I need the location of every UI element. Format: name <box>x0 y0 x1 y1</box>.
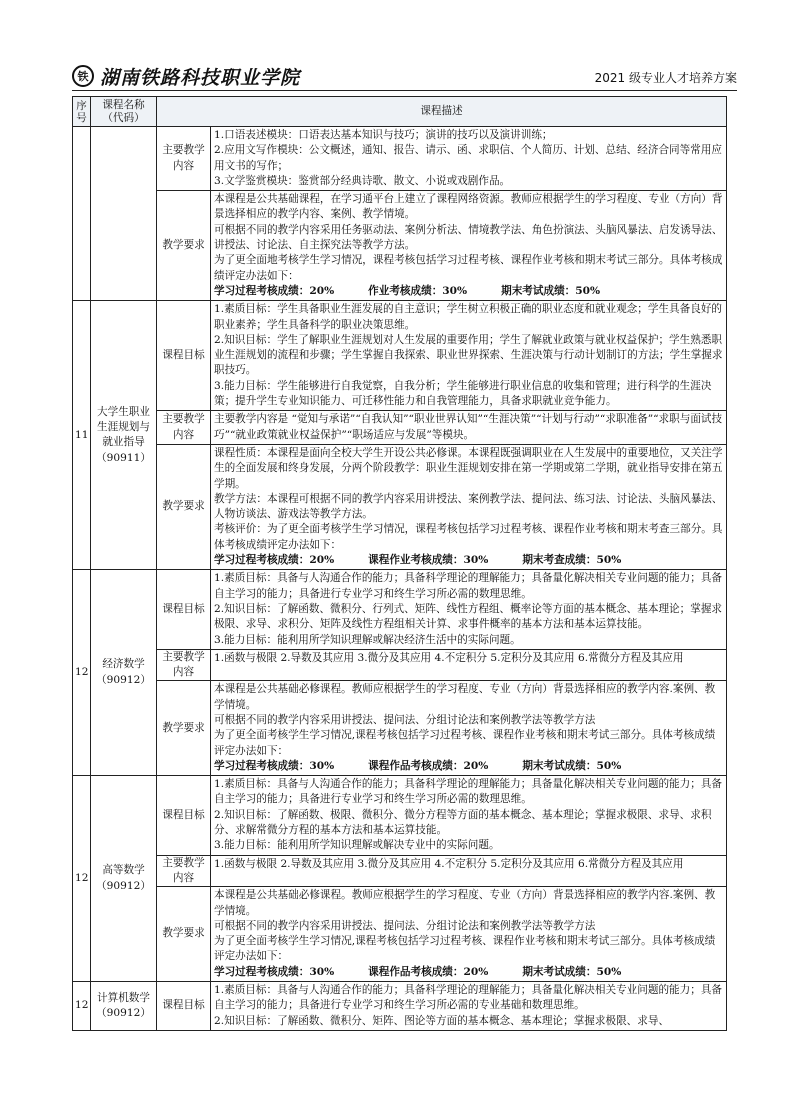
row-no-cell: 12 <box>73 776 91 982</box>
row-label: 教学要求 <box>157 681 211 776</box>
row-requirement: 本课程是公共基础必修课程。教师应根据学生的学习程度、专业（方向）背景选择相应的教学内容.案例、教学情境。 可根据不同的教学内容采用讲授法、提问法、分组讨论法和案例教学法等教学方法 为了更全面考核学生学习情况,课程考核包括学习过程考核、课程作业考核和期末考试三部分。具体考核成绩评定办法如下： 学习过程考核成绩：30% 课程作品考核成绩：20% 期末考试成绩：50% <box>211 681 727 776</box>
row-label: 教学要求 <box>157 191 211 301</box>
table-row <box>73 776 727 855</box>
row-requirement: 本课程是公共基础必修课程。教师应根据学生的学习程度、专业（方向）背景选择相应的教学内容.案例、教学情境。 可根据不同的教学内容采用讲授法、提问法、分组讨论法和案例教学法等教学方法 为了更全面考核学生学习情况,课程考核包括学习过程考核、课程作业考核和期末考试三部分。具体考核成绩评定办法如下： 学习过程考核成绩：30% 课程作品考核成绩：20% 期末考试成绩：50% <box>211 887 727 982</box>
row-label: 主要教学内容 <box>157 411 211 445</box>
row-label: 课程目标 <box>157 301 211 411</box>
table-row <box>73 570 727 649</box>
table-row <box>73 982 727 1031</box>
table-row <box>73 411 727 445</box>
table-row <box>73 444 727 569</box>
row-no-cell: 12 <box>73 982 91 1031</box>
score-line: 学习过程考核成绩：20% 作业考核成绩：30% 期末考试成绩：50% <box>214 284 601 297</box>
table-row <box>73 855 727 887</box>
table-row <box>73 301 727 411</box>
course-table <box>72 96 727 1031</box>
row-label: 教学要求 <box>157 444 211 569</box>
row-label: 课程目标 <box>157 776 211 855</box>
table-row <box>73 887 727 982</box>
col-header-no: 序号 <box>73 97 91 127</box>
score-line: 学习过程考核成绩：20% 课程作业考核成绩：30% 期末考查成绩：50% <box>214 554 622 567</box>
col-header-name: 课程名称（代码） <box>91 97 157 127</box>
row-content: 1.函数与极限 2.导数及其应用 3.微分及其应用 4.不定积分 5.定积分及其应用 6.常微分方程及其应用 <box>211 649 727 681</box>
row-no-cell: 12 <box>73 570 91 776</box>
table-row <box>73 127 727 191</box>
row-label: 课程目标 <box>157 982 211 1031</box>
school-emblem-icon: 铁 <box>72 65 94 87</box>
school-logo <box>72 64 300 88</box>
row-goal: 1.素质目标：具备与人沟通合作的能力；具备科学理论的理解能力；具备量化解决相关专业问题的能力；具备自主学习的能力；具备进行专业学习和终生学习所必需的数理思维。 2.知识目标：了解函数、极限、微积分、微分方程等方面的基本概念、基本理论；掌握求极限、求导、求积分、求解常微分方程的基本方法和基本运算技能。 3.能力目标：能利用所学知识理解或解决专业中的实际问题。 <box>211 776 727 855</box>
row-label: 主要教学内容 <box>157 127 211 191</box>
row-goal: 1.素质目标：具备与人沟通合作的能力；具备科学理论的理解能力；具备量化解决相关专业问题的能力；具备自主学习的能力；具备进行专业学习和终生学习所必需的专业基础和数理思维。 2.知识目标：了解函数、微积分、矩阵、图论等方面的基本概念、基本理论；掌握求极限、求导、 <box>211 982 727 1031</box>
table-row <box>73 191 727 301</box>
col-header-desc: 课程描述 <box>157 97 727 127</box>
row-content: 主要教学内容是 “觉知与承诺”“自我认知”“职业世界认知”“生涯决策”“计划与行动”“求职准备”“求职与面试技巧”“就业政策就业权益保护”“职场适应与发展”等模块。 <box>211 411 727 445</box>
score-line: 学习过程考核成绩：30% 课程作品考核成绩：20% 期末考试成绩：50% <box>214 759 622 772</box>
row-content: 1.函数与极限 2.导数及其应用 3.微分及其应用 4.不定积分 5.定积分及其应用 6.常微分方程及其应用 <box>211 855 727 887</box>
school-name-calligraphy: 湖南铁路科技职业学院 <box>100 66 301 89</box>
table-row <box>73 649 727 681</box>
row-goal: 1.素质目标：学生具备职业生涯发展的自主意识；学生树立积极正确的职业态度和就业观念；学生具备良好的职业素养；学生具备科学的职业决策思维。 2.知识目标：学生了解职业生涯规划对人生发展的重要作用；学生了解就业政策与就业权益保护；学生熟悉职业生涯规划的流程和步骤；学生掌握自我探索、职业世界探索、生涯决策与行动计划制订的方法；学生掌握求职技巧。 3.能力目标：学生能够进行自我觉察，自我分析；学生能够进行职业信息的收集和管理；进行科学的生涯决策；提升学生专业知识能力、可迁移性能力和自我管理能力，具备求职就业竞争能力。 <box>211 301 727 411</box>
document-title: 2021 级专业人才培养方案 <box>594 71 737 85</box>
row-label: 主要教学内容 <box>157 649 211 681</box>
page-header <box>72 64 737 91</box>
row-label: 教学要求 <box>157 887 211 982</box>
row-name-cell <box>91 127 157 301</box>
course-name-cell: 经济数学（90912） <box>91 570 157 776</box>
row-requirement: 课程性质：本课程是面向全校大学生开设公共必修课。本课程既强调职业在人生发展中的重要地位，又关注学生的全面发展和终身发展，分两个阶段教学：职业生涯规划安排在第一学期或第二学期，就业指导安排在第五学期。 教学方法：本课程可根据不同的教学内容采用讲授法、案例教学法、提问法、练习法、讨论法、头脑风暴法、人物访谈法、游戏法等教学方法。 考核评价：为了更全面考核学生学习情况，课程考核包括学习过程考核、课程作业考核和期末考查三部分。具体考核成绩评定办法如下： 学习过程考核成绩：20% 课程作业考核成绩：30% 期末考查成绩：50% <box>211 444 727 569</box>
row-goal: 1.素质目标：具备与人沟通合作的能力；具备科学理论的理解能力；具备量化解决相关专业问题的能力；具备自主学习的能力；具备进行专业学习和终生学习所必需的数理思维。 2.知识目标：了解函数、微积分、行列式、矩阵、线性方程组、概率论等方面的基本概念、基本理论；掌握求极限、求导、求积分、矩阵及线性方程组相关计算、求事件概率的基本方法和基本运算技能。 3.能力目标：能利用所学知识理解或解决经济生活中的实际问题。 <box>211 570 727 649</box>
row-requirement: 本课程是公共基础课程，在学习通平台上建立了课程网络资源。教师应根据学生的学习程度、专业（方向）背景选择相应的教学内容、案例、教学情境。 可根据不同的教学内容采用任务驱动法、案例分析法、情境教学法、角色扮演法、头脑风暴法、启发诱导法、讲授法、讨论法、自主探究法等教学方法。 为了更全面地考核学生学习情况，课程考核包括学习过程考核、课程作业考核和期末考试三部分。具体考核成绩评定办法如下： 学习过程考核成绩：20% 作业考核成绩：30% 期末考试成绩：50% <box>211 191 727 301</box>
table-header-row <box>73 97 727 127</box>
table-row <box>73 681 727 776</box>
row-label: 主要教学内容 <box>157 855 211 887</box>
row-no-cell <box>73 127 91 301</box>
row-content: 1.口语表述模块：口语表达基本知识与技巧；演讲的技巧以及演讲训练； 2.应用文写作模块：公文概述，通知、报告、请示、函、求职信、个人简历、计划、总结、经济合同等常用应用文书的写作； 3.文学鉴赏模块：鉴赏部分经典诗歌、散文、小说或戏剧作品。 <box>211 127 727 191</box>
course-name-cell: 大学生职业生涯规划与就业指导（90911） <box>91 301 157 570</box>
row-label: 课程目标 <box>157 570 211 649</box>
course-name-cell: 高等数学（90912） <box>91 776 157 982</box>
score-line: 学习过程考核成绩：30% 课程作品考核成绩：20% 期末考试成绩：50% <box>214 965 622 978</box>
row-no-cell: 11 <box>73 301 91 570</box>
course-name-cell: 计算机数学（90912） <box>91 982 157 1031</box>
